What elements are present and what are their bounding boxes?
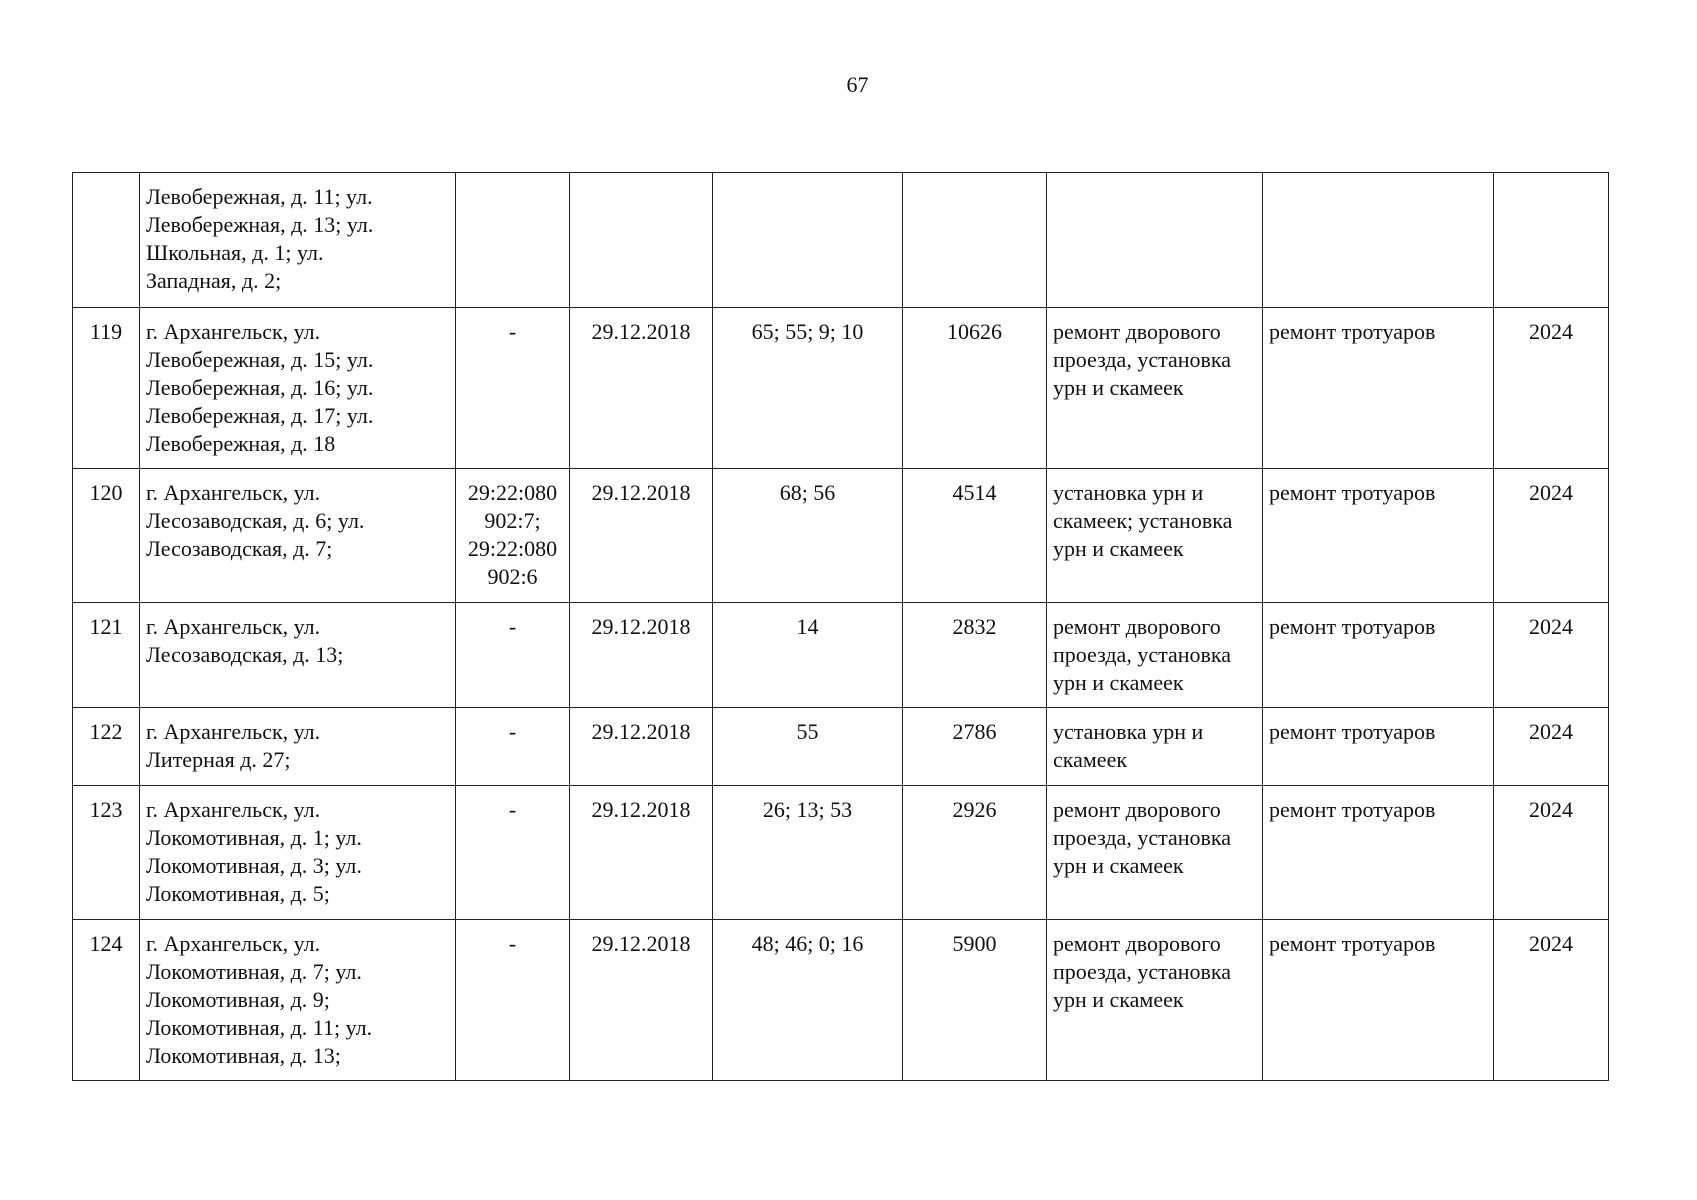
address-line: Левобережная, д. 18 xyxy=(146,431,336,456)
address-line: Локомотивная, д. 7; ул. xyxy=(146,959,362,984)
address-line: Локомотивная, д. 3; ул. xyxy=(146,853,362,878)
year-cell xyxy=(1494,173,1609,308)
year-cell: 2024 xyxy=(1494,469,1609,603)
date-cell: 29.12.2018 xyxy=(570,786,713,920)
work-line: урн и скамеек xyxy=(1053,375,1184,400)
address-line: Локомотивная, д. 9; xyxy=(146,987,330,1012)
yard-territories-table xyxy=(72,172,1609,1081)
cadastral-cell xyxy=(456,920,570,1081)
address-line: Локомотивная, д. 1; ул. xyxy=(146,825,362,850)
cadastral-line: 902:6 xyxy=(487,564,538,589)
year-cell: 2024 xyxy=(1494,603,1609,708)
area-cell: 2832 xyxy=(903,603,1047,708)
work-line: ремонт дворового xyxy=(1053,319,1221,344)
address-line: Школьная, д. 1; ул. xyxy=(146,240,324,265)
year-cell: 2024 xyxy=(1494,786,1609,920)
cadastral-line: 29:22:080 xyxy=(467,480,558,505)
table-row xyxy=(73,603,1609,708)
additional-work-cell: ремонт тротуаров xyxy=(1263,786,1494,920)
row-number-cell: 122 xyxy=(73,708,140,786)
share-cell: 48; 46; 0; 16 xyxy=(713,920,903,1081)
address-cell xyxy=(140,603,456,708)
area-cell: 2786 xyxy=(903,708,1047,786)
cadastral-cell xyxy=(456,786,570,920)
address-line: г. Архангельск, ул. xyxy=(146,931,321,956)
cadastral-line: - xyxy=(508,614,517,639)
work-line: ремонт дворового xyxy=(1053,931,1221,956)
address-cell xyxy=(140,308,456,469)
address-line: Лесозаводская, д. 13; xyxy=(146,642,344,667)
address-line: Локомотивная, д. 13; xyxy=(146,1043,341,1068)
work-line: проезда, установка xyxy=(1053,959,1232,984)
table-row xyxy=(73,786,1609,920)
additional-work-cell: ремонт тротуаров xyxy=(1263,308,1494,469)
year-cell: 2024 xyxy=(1494,308,1609,469)
address-line: Левобережная, д. 16; ул. xyxy=(146,375,374,400)
address-cell xyxy=(140,708,456,786)
share-cell: 65; 55; 9; 10 xyxy=(713,308,903,469)
address-line: Левобережная, д. 15; ул. xyxy=(146,347,374,372)
table-row xyxy=(73,920,1609,1081)
work-line: урн и скамеек xyxy=(1053,670,1184,695)
date-cell: 29.12.2018 xyxy=(570,708,713,786)
work-line: ремонт дворового xyxy=(1053,614,1221,639)
address-cell xyxy=(140,786,456,920)
area-cell xyxy=(903,173,1047,308)
work-line: скамеек; установка xyxy=(1053,508,1233,533)
area-cell: 10626 xyxy=(903,308,1047,469)
cadastral-line: - xyxy=(508,719,517,744)
row-number-cell: 121 xyxy=(73,603,140,708)
address-line: Литерная д. 27; xyxy=(146,747,291,772)
additional-work-cell: ремонт тротуаров xyxy=(1263,469,1494,603)
date-cell: 29.12.2018 xyxy=(570,920,713,1081)
work-line: урн и скамеек xyxy=(1053,987,1184,1012)
address-line: Левобережная, д. 13; ул. xyxy=(146,212,374,237)
work-cell xyxy=(1047,173,1263,308)
work-cell xyxy=(1047,308,1263,469)
work-cell xyxy=(1047,786,1263,920)
work-line: скамеек xyxy=(1053,747,1128,772)
share-cell: 14 xyxy=(713,603,903,708)
address-line: Лесозаводская, д. 6; ул. xyxy=(146,508,365,533)
additional-work-cell xyxy=(1263,173,1494,308)
table-row xyxy=(73,708,1609,786)
cadastral-cell xyxy=(456,708,570,786)
work-cell xyxy=(1047,708,1263,786)
address-line: г. Архангельск, ул. xyxy=(146,797,321,822)
address-cell xyxy=(140,920,456,1081)
cadastral-line: 29:22:080 xyxy=(467,536,558,561)
area-cell: 2926 xyxy=(903,786,1047,920)
work-cell xyxy=(1047,603,1263,708)
cadastral-cell xyxy=(456,469,570,603)
cadastral-line: 902:7; xyxy=(484,508,541,533)
year-cell: 2024 xyxy=(1494,708,1609,786)
additional-work-cell: ремонт тротуаров xyxy=(1263,603,1494,708)
date-cell: 29.12.2018 xyxy=(570,469,713,603)
address-line: Локомотивная, д. 11; ул. xyxy=(146,1015,373,1040)
cadastral-cell xyxy=(456,603,570,708)
share-cell: 26; 13; 53 xyxy=(713,786,903,920)
date-cell xyxy=(570,173,713,308)
table-row xyxy=(73,308,1609,469)
address-line: Левобережная, д. 11; ул. xyxy=(146,184,373,209)
table-row xyxy=(73,469,1609,603)
work-line: проезда, установка xyxy=(1053,347,1232,372)
address-line: Западная, д. 2; xyxy=(146,268,282,293)
date-cell: 29.12.2018 xyxy=(570,308,713,469)
row-number-cell: 119 xyxy=(73,308,140,469)
cadastral-line: - xyxy=(508,931,517,956)
address-line: г. Архангельск, ул. xyxy=(146,319,321,344)
table-row xyxy=(73,173,1609,308)
share-cell: 68; 56 xyxy=(713,469,903,603)
address-line: г. Архангельск, ул. xyxy=(146,480,321,505)
year-cell: 2024 xyxy=(1494,920,1609,1081)
area-cell: 5900 xyxy=(903,920,1047,1081)
additional-work-cell: ремонт тротуаров xyxy=(1263,708,1494,786)
cadastral-cell xyxy=(456,308,570,469)
address-line: г. Архангельск, ул. xyxy=(146,719,321,744)
work-line: ремонт дворового xyxy=(1053,797,1221,822)
row-number-cell: 124 xyxy=(73,920,140,1081)
row-number-cell: 123 xyxy=(73,786,140,920)
cadastral-line: - xyxy=(508,797,517,822)
additional-work-cell: ремонт тротуаров xyxy=(1263,920,1494,1081)
area-cell: 4514 xyxy=(903,469,1047,603)
address-line: Лесозаводская, д. 7; xyxy=(146,536,333,561)
cadastral-line: - xyxy=(508,319,517,344)
table-body xyxy=(73,173,1609,1081)
work-line: установка урн и xyxy=(1053,480,1204,505)
work-line: проезда, установка xyxy=(1053,642,1232,667)
address-cell xyxy=(140,173,456,308)
share-cell: 55 xyxy=(713,708,903,786)
date-cell: 29.12.2018 xyxy=(570,603,713,708)
address-cell xyxy=(140,469,456,603)
work-cell xyxy=(1047,920,1263,1081)
address-line: Левобережная, д. 17; ул. xyxy=(146,403,374,428)
work-line: урн и скамеек xyxy=(1053,536,1184,561)
cadastral-cell xyxy=(456,173,570,308)
work-line: урн и скамеек xyxy=(1053,853,1184,878)
row-number-cell xyxy=(73,173,140,308)
share-cell xyxy=(713,173,903,308)
row-number-cell: 120 xyxy=(73,469,140,603)
page-number: 67 xyxy=(846,72,869,97)
address-line: г. Архангельск, ул. xyxy=(146,614,321,639)
work-cell xyxy=(1047,469,1263,603)
address-line: Локомотивная, д. 5; xyxy=(146,881,330,906)
work-line: проезда, установка xyxy=(1053,825,1232,850)
work-line: установка урн и xyxy=(1053,719,1204,744)
